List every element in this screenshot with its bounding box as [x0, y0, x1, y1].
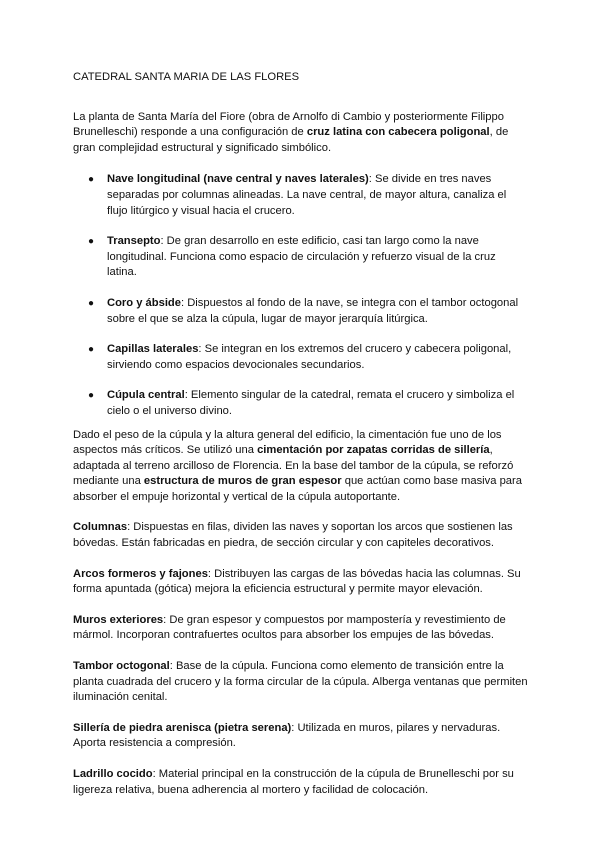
list-item-term: Coro y ábside	[107, 296, 181, 309]
element-text: : Material principal en la construcción de la cúpula de Brunelleschi por su ligereza relativa, buena adherencia al mortero y facilidad de colocación.	[73, 768, 514, 796]
foundation-text-2: , adaptada al terreno arcilloso de Florencia. En la base del tambor de la cúpula, se reforzó mediante una	[73, 444, 514, 488]
element-paragraph-ladrillo	[73, 767, 528, 798]
document-title: CATEDRAL SANTA MARIA DE LAS FLORES	[73, 71, 300, 83]
bullet-icon: ●	[88, 236, 95, 248]
element-paragraph-columnas	[73, 520, 528, 551]
list-item	[88, 172, 528, 219]
element-term: Sillería de piedra arenisca (pietra serena)	[73, 721, 292, 734]
list-item-term: Transepto	[107, 235, 161, 248]
list-item-text: : Elemento singular de la catedral, remata el crucero y simboliza el cielo o el universo divino.	[107, 389, 515, 417]
intro-text-2: , de gran complejidad estructural y significado simbólico.	[73, 126, 509, 154]
element-term: Arcos formeros y fajones	[73, 567, 208, 580]
intro-text-1: La planta de Santa María del Fiore (obra de Arnolfo di Cambio y posteriormente Filippo Brunelleschi) responde a una configuración de	[73, 110, 504, 139]
bullet-icon: ●	[88, 297, 95, 309]
element-text: : Base de la cúpula. Funciona como elemento de transición entre la planta cuadrada del crucero y la forma circular de la cúpula. Alberga ventanas que permiten iluminación cenital.	[73, 660, 528, 704]
element-term: Ladrillo cocido	[73, 768, 153, 780]
list-item-text: : Se integran en los extremos del crucero y cabecera poligonal, sirviendo como espacios devocionales secundarios.	[107, 343, 512, 371]
list-item	[88, 234, 528, 281]
bullet-icon: ●	[88, 390, 95, 402]
bullet-icon: ●	[88, 174, 95, 186]
element-term: Columnas	[73, 521, 128, 534]
element-text: : Dispuestas en filas, dividen las naves y soportan los arcos que sostienen las bóvedas. Están fabricadas en piedra, de sección circular y con capiteles decorativos.	[73, 521, 513, 550]
element-term: Tambor octogonal	[73, 660, 170, 673]
plan-elements-list	[73, 172, 528, 419]
foundation-paragraph	[73, 428, 528, 506]
element-term: Muros exteriores	[73, 613, 164, 626]
list-item-term: Cúpula central	[107, 389, 185, 402]
foundation-bold-2: estructura de muros de gran espesor	[143, 475, 342, 488]
list-item	[88, 388, 528, 419]
list-item-term: Capillas laterales	[107, 343, 199, 356]
foundation-text-3: que actúan como base masiva para absorber el empuje horizontal y vertical de la cúpula autoportante.	[73, 475, 522, 503]
list-item	[88, 342, 528, 373]
foundation-bold-1: cimentación por zapatas corridas de sillería	[257, 444, 490, 457]
element-text: : De gran espesor y compuestos por mampostería y revestimiento de mármol. Incorporan contrafuertes ocultos para absorber los empujes de las bóvedas.	[73, 613, 506, 642]
list-item-text: : Se divide en tres naves separadas por columnas alineadas. La nave central, de mayor altura, canaliza el flujo litúrgico y visual hacia el crucero.	[107, 173, 507, 217]
list-item-term: Nave longitudinal (nave central y naves laterales)	[107, 173, 369, 186]
bullet-icon: ●	[88, 344, 95, 356]
element-text: : Distribuyen las cargas de las bóvedas hacia las columnas. Su forma apuntada (gótica) mejora la eficiencia estructural y permite mayor elevación.	[73, 567, 521, 596]
element-paragraph-silleria	[73, 721, 528, 752]
list-item-text: : Dispuestos al fondo de la nave, se integra con el tambor octogonal sobre el que se alza la cúpula, lugar de mayor jerarquía litúrgica.	[107, 296, 519, 325]
element-paragraph-muros	[73, 613, 528, 644]
element-text: : Utilizada en muros, pilares y nervaduras. Aporta resistencia a compresión.	[73, 721, 501, 750]
intro-paragraph	[73, 110, 528, 157]
foundation-text-1: Dado el peso de la cúpula y la altura general del edificio, la cimentación fue uno de los aspectos más críticos. Se utilizó una	[73, 428, 502, 457]
element-paragraph-tambor	[73, 659, 528, 706]
element-paragraph-arcos	[73, 567, 528, 598]
list-item	[88, 296, 528, 327]
list-item-text: : De gran desarrollo en este edificio, casi tan largo como la nave longitudinal. Funciona como espacio de circulación y refuerzo visual de la cruz latina.	[107, 235, 496, 279]
intro-bold-1: cruz latina con cabecera poligonal	[306, 126, 490, 139]
